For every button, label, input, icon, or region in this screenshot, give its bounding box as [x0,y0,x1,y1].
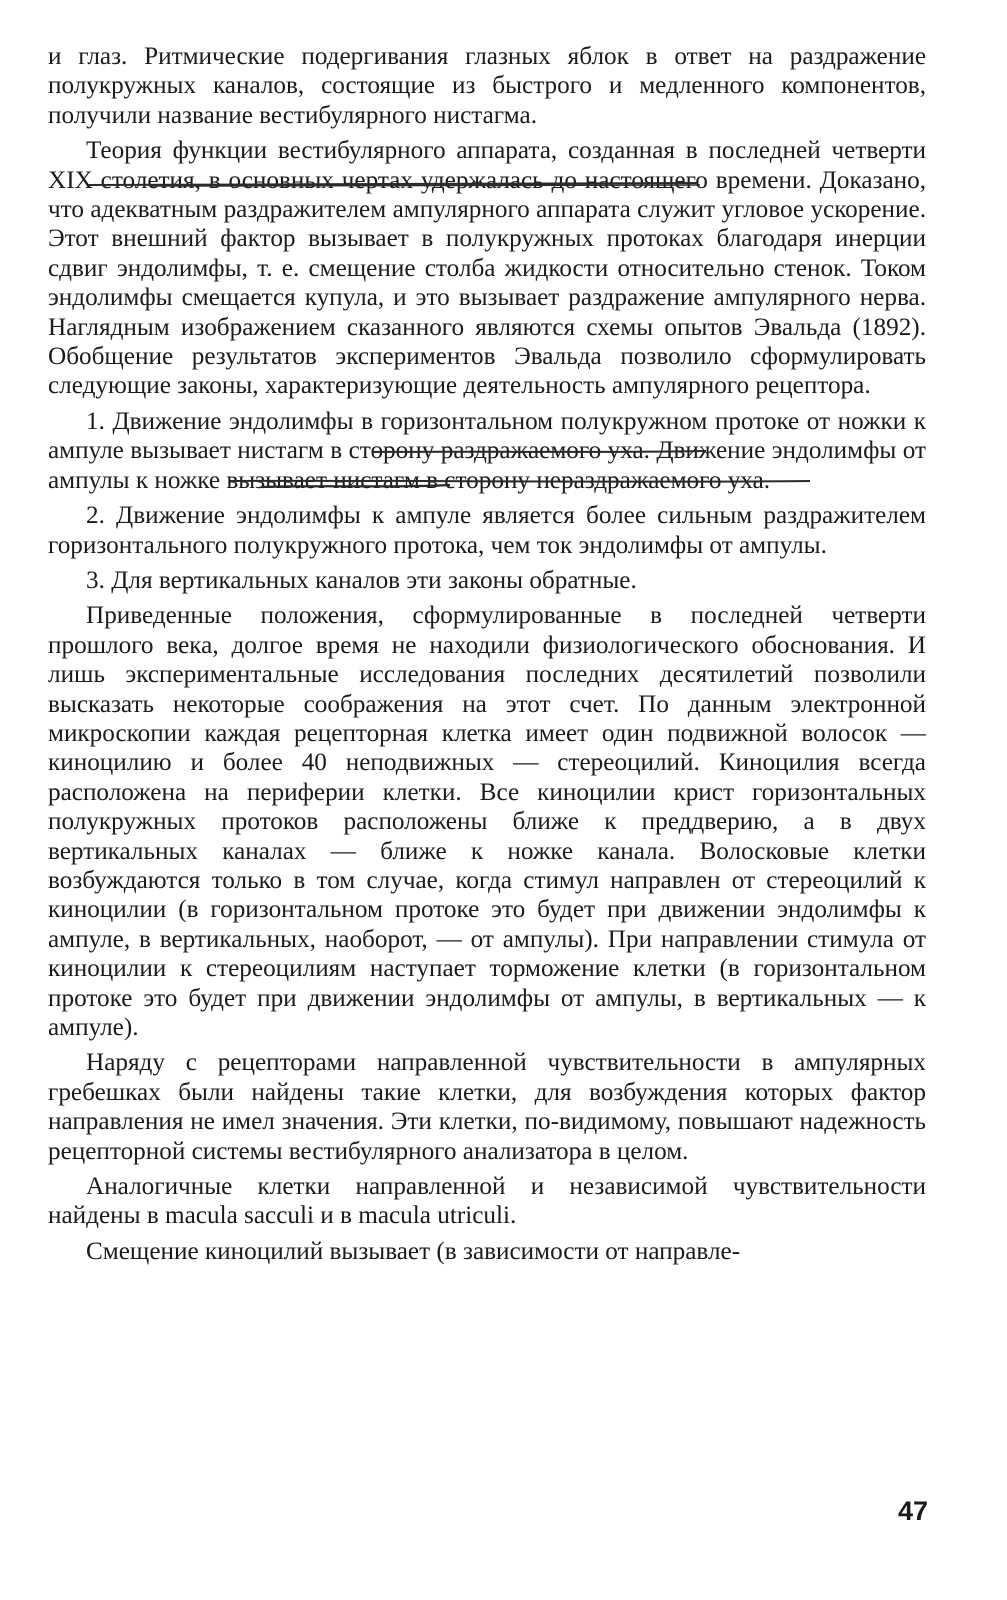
law-1: 1. Движение эндолимфы в горизонтальном полукружном протоке от ножки к ампуле вызывает нистагм в сторону раздражаемого уха. Движение эндолимфы от ампулы к ножке вызывает нистагм в сторону нераздражаемого уха. [48,407,926,494]
paragraph-kinocilia: Смещение киноцилий вызывает (в зависимости от направле- [86,1237,741,1265]
paragraph-continuation: и глаз. Ритмические подергивания глазных яблок в ответ на раздражение полукружных каналов, состоящие из быстрого и медленного компонентов, получили название вестибулярного нистагма. [48,43,926,129]
paragraph-maculae: Аналогичные клетки направленной и независимой чувствительности найдены в macula sacculi и в macula utriculi. [48,1173,926,1230]
law-3: 3. Для вертикальных каналов эти законы обратные. [86,566,637,594]
paragraph-nondirectional: Наряду с рецепторами направленной чувствительности в ампулярных гребешках были найдены такие клетки, для возбуждения которых фактор направления не имел значения. Эти клетки, по-видимому, повышают надежность рецепторной системы вестибулярного анализатора в целом. [48,1049,926,1165]
paragraph-microscopy: Приведенные положения, сформулированные в последней четверти прошлого века, долгое время не находили физиологического обоснования. И лишь экспериментальные исследования последних десятилетий позволили высказать некоторые соображения на этот счет. По данным электронной микроскопии каждая рецепторная клетка имеет один подвижной волосок — киноцилию и более 40 неподвижных — стереоцилий. Киноцилия всегда расположена на периферии клетки. Все киноцилии крист горизонтальных полукружных протоков расположены ближе к преддверию, а в двух вертикальных каналах — ближе к ножке канала. Волосковые клетки возбуждаются только в том случае, когда стимул направлен от стереоцилий к киноцилии (в горизонтальном протоке это будет при движении эндолимфы к ампуле, в вертикальных, наоборот, — от ампулы). При направлении стимула от киноцилии к стереоцилиям наступает торможение клетки (в горизонтальном протоке это будет при движении эндолимфы от ампулы, в вертикальных — к ампуле). [48,602,926,1041]
page-number: 47 [898,1496,929,1526]
law-2: 2. Движение эндолимфы к ампуле является более сильным раздражителем горизонтального полукружного протока, чем ток эндолимфы от ампулы. [48,502,926,559]
paragraph-theory: Теория функции вестибулярного аппарата, созданная в последней четверти XIX столетия, в основных чертах удержалась до настоящего времени. Доказано, что адекватным раздражителем ампулярного аппарата служит угловое ускорение. Этот внешний фактор вызывает в полукружных протоках благодаря инерции сдвиг эндолимфы, т. е. смещение столба жидкости относительно стенок. Током эндолимфы смещается купула, и это вызывает раздражение ампулярного нерва. Наглядным изображением сказанного являются схемы опытов Эвальда (1892). Обобщение результатов экспериментов Эвальда позволило сформулировать следующие законы, характеризующие деятельность ампулярного рецептора. [48,137,926,400]
page-text [48,42,926,1266]
